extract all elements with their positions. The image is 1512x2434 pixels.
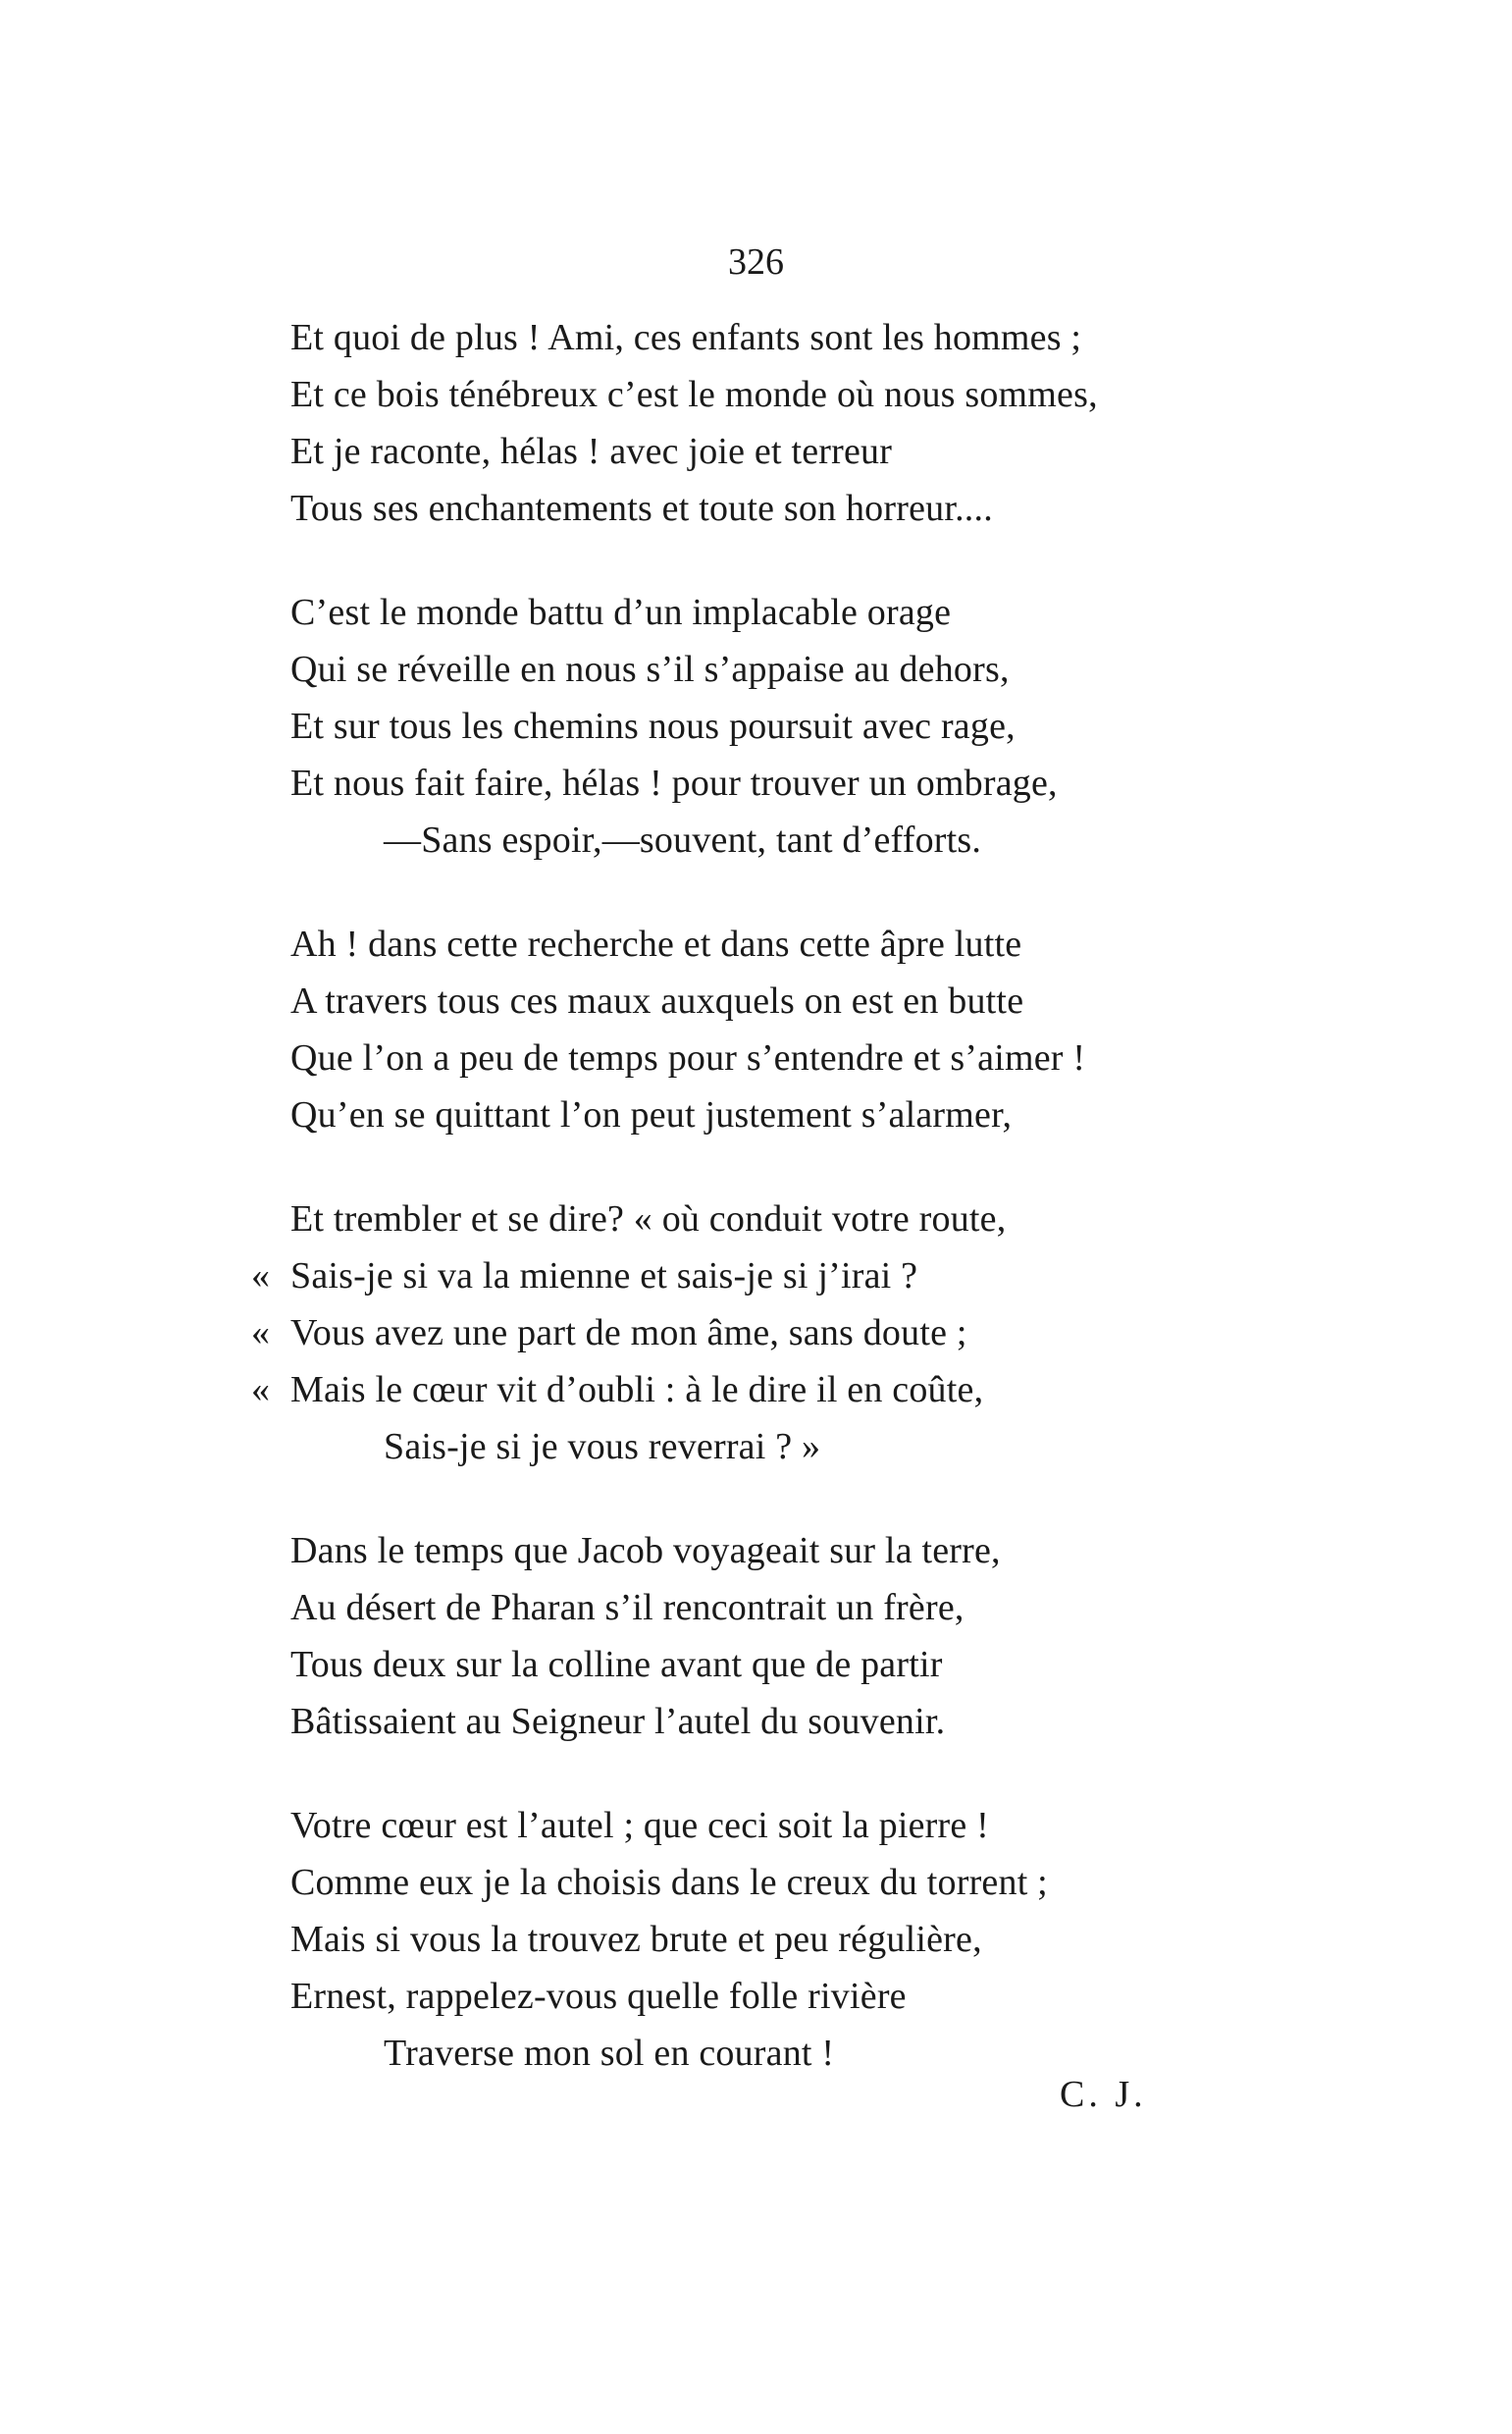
quote-mark: « — [251, 1312, 271, 1353]
line-text: Au désert de Pharan s’il rencontrait un frère, — [290, 1587, 965, 1628]
poem-line — [290, 584, 1272, 641]
poem-line — [290, 1579, 1272, 1636]
stanza — [290, 1522, 1272, 1750]
line-text: C’est le monde battu d’un implacable orage — [290, 592, 952, 633]
poem-line — [290, 1030, 1272, 1086]
line-text: Ernest, rappelez-vous quelle folle rivière — [290, 1976, 907, 2017]
line-text: Bâtissaient au Seigneur l’autel du souvenir. — [290, 1701, 946, 1742]
line-text: Qu’en se quittant l’on peut justement s’alarmer, — [290, 1094, 1013, 1136]
line-text: Tous deux sur la colline avant que de partir — [290, 1644, 943, 1685]
line-text: Mais le cœur vit d’oubli : à le dire il en coûte, — [290, 1369, 984, 1410]
poem-line — [290, 1522, 1272, 1579]
poem-line — [290, 1636, 1272, 1693]
line-text: Sais-je si va la mienne et sais-je si j’irai ? — [290, 1255, 918, 1296]
stanza — [290, 1797, 1272, 2082]
line-text: Que l’on a peu de temps pour s’entendre et s’aimer ! — [290, 1037, 1086, 1079]
line-text: Et sur tous les chemins nous poursuit avec rage, — [290, 706, 1016, 747]
poem — [251, 309, 1272, 2129]
poem-line — [290, 1968, 1272, 2025]
poem-line — [251, 1361, 1272, 1418]
poem-line — [290, 641, 1272, 698]
line-text: Votre cœur est l’autel ; que ceci soit la pierre ! — [290, 1805, 990, 1846]
line-text: Vous avez une part de mon âme, sans doute ; — [290, 1312, 967, 1353]
quote-mark: « — [251, 1369, 271, 1410]
poem-line — [290, 755, 1272, 812]
poem-line — [251, 1304, 1272, 1361]
line-text: Et trembler et se dire? « où conduit votre route, — [290, 1198, 1007, 1240]
poem-line — [290, 309, 1272, 366]
line-text: Et nous fait faire, hélas ! pour trouver un ombrage, — [290, 763, 1058, 804]
poem-line — [290, 812, 1272, 869]
line-text: Mais si vous la trouvez brute et peu régulière, — [290, 1919, 982, 1960]
poem-line — [251, 1247, 1272, 1304]
line-text: Dans le temps que Jacob voyageait sur la terre, — [290, 1530, 1001, 1571]
poem-line — [290, 366, 1272, 423]
stanza — [251, 1191, 1272, 1475]
signature: C. J. — [1060, 2074, 1147, 2115]
poem-line — [290, 1693, 1272, 1750]
line-text: Traverse mon sol en courant ! — [384, 2033, 835, 2074]
stanza — [290, 584, 1272, 869]
poem-line — [290, 1797, 1272, 1854]
stanza — [290, 916, 1272, 1143]
poem-line — [290, 916, 1272, 973]
line-text: Qui se réveille en nous s’il s’appaise au dehors, — [290, 649, 1010, 690]
poem-line — [290, 423, 1272, 480]
stanza — [290, 309, 1272, 537]
poem-line — [290, 1911, 1272, 1968]
poem-line — [290, 1191, 1272, 1247]
line-text: Et ce bois ténébreux c’est le monde où nous sommes, — [290, 374, 1098, 415]
line-text: A travers tous ces maux auxquels on est en butte — [290, 980, 1024, 1022]
line-text: Et quoi de plus ! Ami, ces enfants sont les hommes ; — [290, 317, 1082, 358]
poem-line — [290, 973, 1272, 1030]
page-number: 326 — [728, 241, 784, 283]
poem-line — [290, 1854, 1272, 1911]
line-text: Et je raconte, hélas ! avec joie et terreur — [290, 431, 893, 472]
line-text: Sais-je si je vous reverrai ? » — [384, 1426, 821, 1467]
poem-line — [290, 480, 1272, 537]
line-text: Tous ses enchantements et toute son horreur.... — [290, 488, 993, 529]
poem-line — [290, 1086, 1272, 1143]
poem-line — [290, 1418, 1272, 1475]
line-text: —Sans espoir,—souvent, tant d’efforts. — [384, 820, 982, 861]
poem-line — [290, 698, 1272, 755]
quote-mark: « — [251, 1255, 271, 1296]
line-text: Ah ! dans cette recherche et dans cette âpre lutte — [290, 924, 1022, 965]
line-text: Comme eux je la choisis dans le creux du torrent ; — [290, 1862, 1048, 1903]
